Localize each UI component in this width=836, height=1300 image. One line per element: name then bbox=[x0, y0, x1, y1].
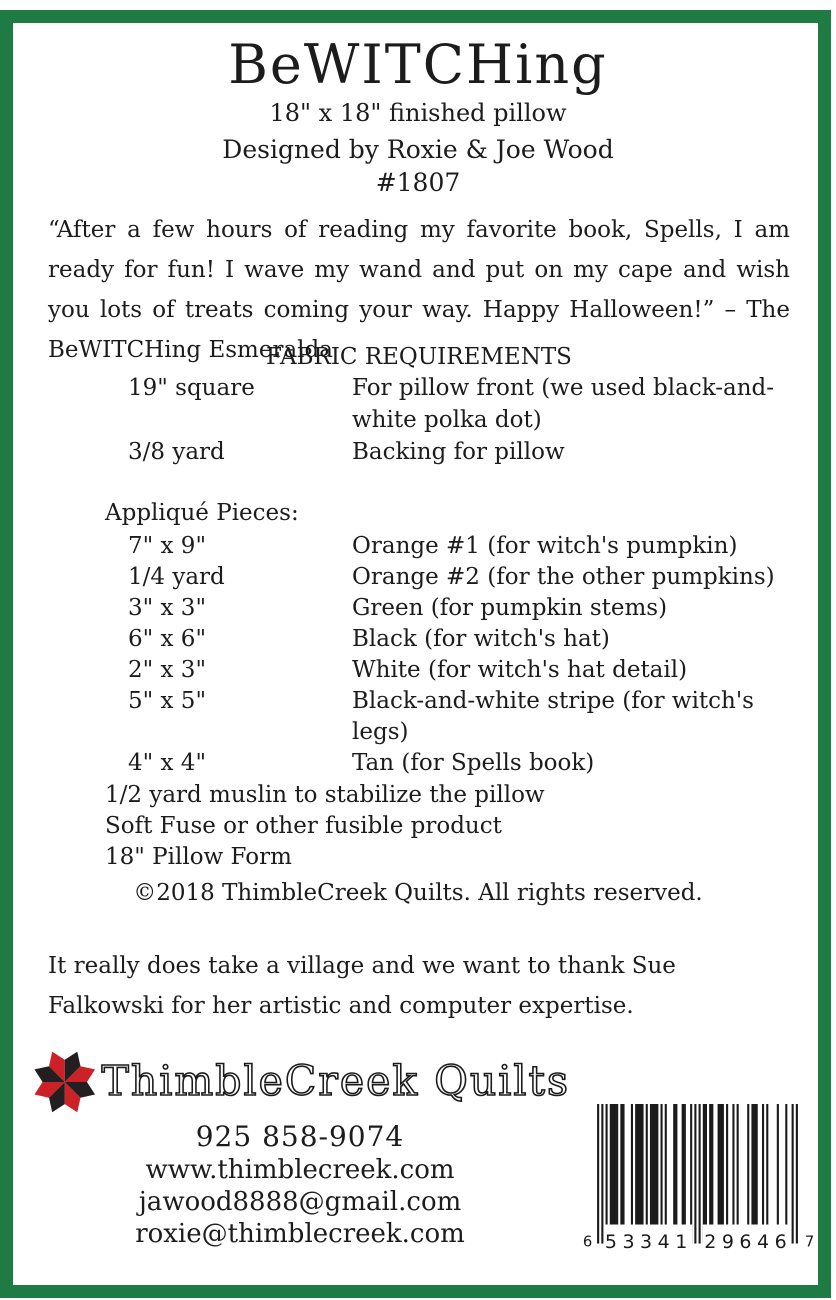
applique-heading: Appliqué Pieces: bbox=[105, 500, 299, 526]
brand-name: ThimbleCreek Quilts bbox=[101, 1057, 570, 1105]
email-address: roxie@thimblecreek.com bbox=[135, 1219, 465, 1249]
supply-item: 18" Pillow Form bbox=[105, 844, 292, 870]
character-quote: “After a few hours of reading my favorite book, Spells, I am ready for fun! I wave my wand and put on my cape and wish you lots of treats coming your way. Happy Halloween!” – The BeWITCHing Esmeralda bbox=[48, 217, 790, 363]
table-row bbox=[128, 436, 790, 468]
fabric-size: 3/8 yard bbox=[128, 439, 225, 465]
applique-table bbox=[128, 531, 790, 779]
table-row bbox=[128, 748, 790, 779]
applique-use: White (for witch's hat detail) bbox=[352, 657, 688, 683]
supply-list bbox=[105, 780, 790, 873]
applique-size: 6" x 6" bbox=[128, 626, 207, 652]
email-address: jawood8888@gmail.com bbox=[138, 1187, 462, 1217]
table-row bbox=[128, 655, 790, 686]
barcode-bars bbox=[597, 1104, 798, 1244]
table-row bbox=[128, 372, 790, 436]
fabric-requirements-table bbox=[128, 372, 790, 468]
designer-credit: Designed by Roxie & Joe Wood bbox=[222, 135, 614, 164]
barcode-digit-left: 6 bbox=[582, 1233, 593, 1251]
table-row bbox=[128, 686, 790, 748]
barcode-digit-right: 7 bbox=[804, 1233, 815, 1251]
copyright-line: ©2018 ThimbleCreek Quilts. All rights reserved. bbox=[133, 880, 703, 906]
publisher-block bbox=[30, 1042, 570, 1250]
applique-size: 4" x 4" bbox=[128, 750, 207, 776]
website-url: www.thimblecreek.com bbox=[145, 1155, 455, 1185]
pattern-number: #1807 bbox=[375, 168, 461, 197]
quilt-star-icon bbox=[30, 1045, 100, 1117]
fabric-use: For pillow front (we used black-and-white polka dot) bbox=[352, 375, 775, 433]
table-row bbox=[128, 531, 790, 562]
supply-item: 1/2 yard muslin to stabilize the pillow bbox=[105, 782, 545, 808]
table-row bbox=[128, 562, 790, 593]
supply-item: Soft Fuse or other fusible product bbox=[105, 813, 502, 839]
applique-use: Orange #2 (for the other pumpkins) bbox=[352, 564, 775, 590]
applique-size: 7" x 9" bbox=[128, 533, 207, 559]
acknowledgement-paragraph: It really does take a village and we want to thank Sue Falkowski for her artistic and computer expertise. bbox=[48, 953, 676, 1019]
fabric-requirements-heading: FABRIC REQUIREMENTS bbox=[266, 344, 572, 370]
barcode-digit-group: 53341 bbox=[604, 1230, 693, 1252]
table-row bbox=[128, 624, 790, 655]
fabric-size: 19" square bbox=[128, 375, 255, 401]
applique-use: Orange #1 (for witch's pumpkin) bbox=[352, 533, 738, 559]
phone-number: 925 858-9074 bbox=[195, 1120, 405, 1153]
applique-size: 5" x 5" bbox=[128, 688, 207, 714]
applique-size: 3" x 3" bbox=[128, 595, 207, 621]
applique-size: 1/4 yard bbox=[128, 564, 225, 590]
applique-use: Black-and-white stripe (for witch's legs) bbox=[352, 688, 754, 745]
applique-use: Green (for pumpkin stems) bbox=[352, 595, 668, 621]
fabric-requirements-section bbox=[48, 342, 790, 468]
applique-size: 2" x 3" bbox=[128, 657, 207, 683]
applique-use: Tan (for Spells book) bbox=[352, 750, 595, 776]
applique-use: Black (for witch's hat) bbox=[352, 626, 610, 652]
applique-pieces-section bbox=[48, 498, 790, 873]
upc-barcode bbox=[578, 1104, 817, 1256]
brand-logo bbox=[30, 1042, 570, 1120]
barcode-digit-group: 29646 bbox=[704, 1230, 793, 1252]
page-title: BeWITCHing bbox=[228, 33, 608, 96]
finished-size: 18" x 18" finished pillow bbox=[269, 99, 567, 127]
header bbox=[0, 34, 836, 198]
barcode-image bbox=[578, 1104, 817, 1252]
fabric-use: Backing for pillow bbox=[352, 439, 565, 465]
table-row bbox=[128, 593, 790, 624]
